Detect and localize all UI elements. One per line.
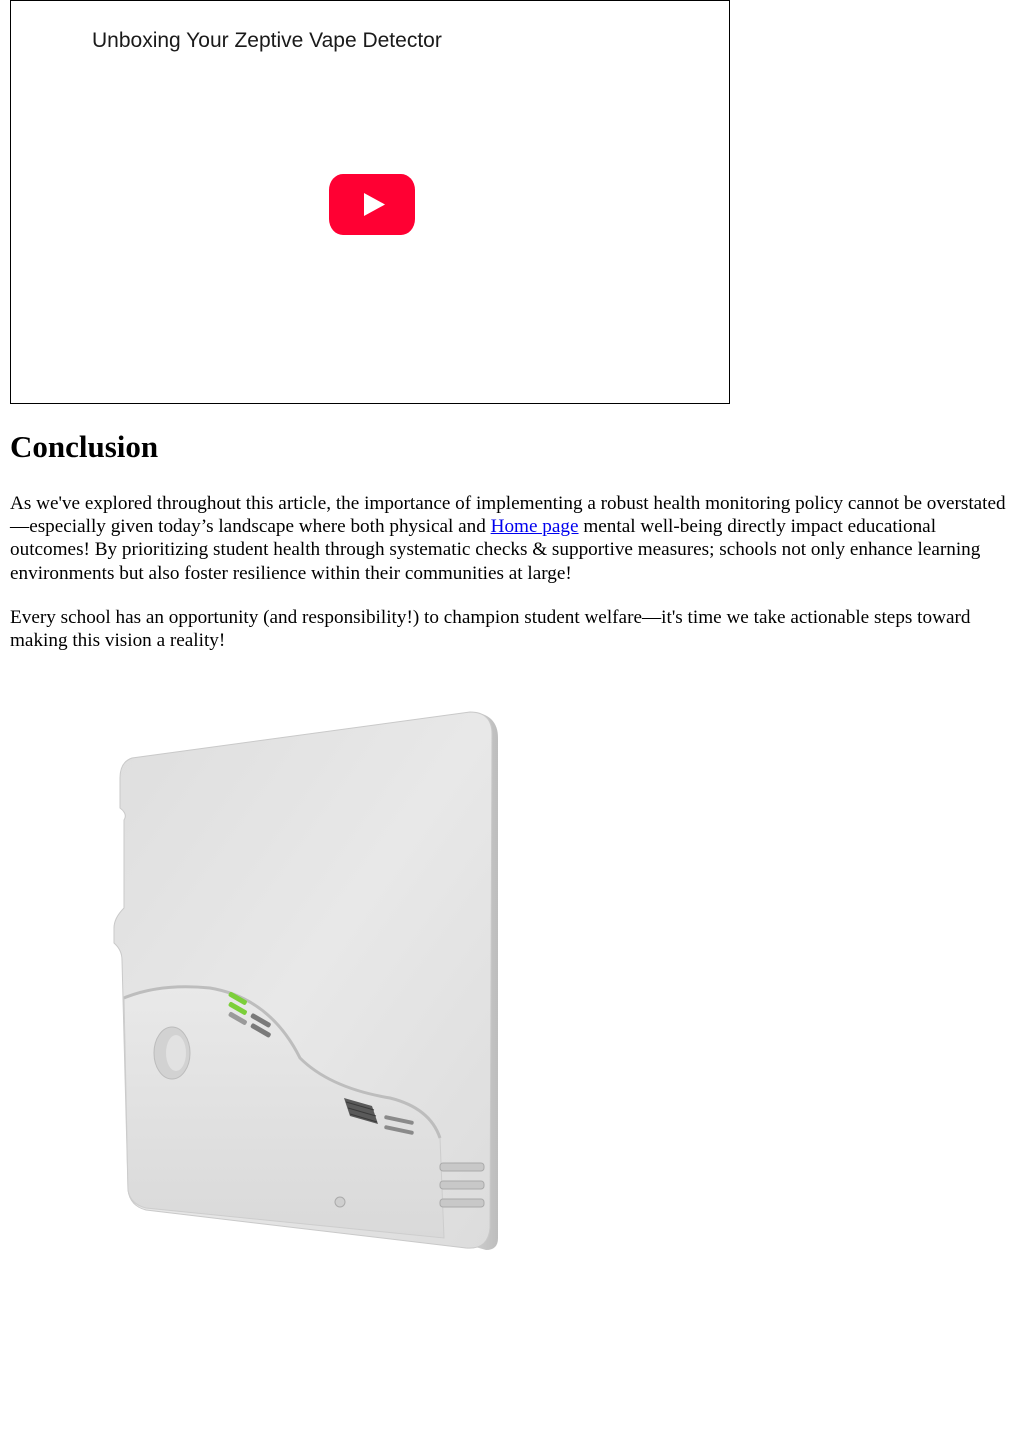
vape-detector-image: [100, 698, 520, 1298]
video-embed[interactable]: [10, 0, 730, 404]
section-heading: Conclusion: [10, 429, 159, 464]
conclusion-paragraph-2: Every school has an opportunity (and responsibility!) to champion student welfare—it's time we take actionable steps toward making this vision a reality!: [10, 607, 971, 652]
home-page-link[interactable]: Home page: [490, 516, 579, 538]
vape-detector-illustration: [100, 698, 520, 1298]
video-title[interactable]: Unboxing Your Zeptive Vape Detector: [92, 29, 442, 52]
paragraph-1-text-after: mental well-being directly impact educational outcomes! By prioritizing student health through systematic checks & supportive measures; schools not only enhance learning environments but also foster resilience within their communities at large!: [10, 516, 981, 584]
paragraph-1-text-before: As we've explored throughout this article, the importance of implementing a robust health monitoring policy cannot be overstated—especially given today’s landscape where both physical and: [10, 493, 1006, 538]
play-button[interactable]: [329, 174, 415, 235]
youtube-play-icon: [329, 174, 415, 235]
conclusion-paragraph-1: [10, 492, 1015, 585]
